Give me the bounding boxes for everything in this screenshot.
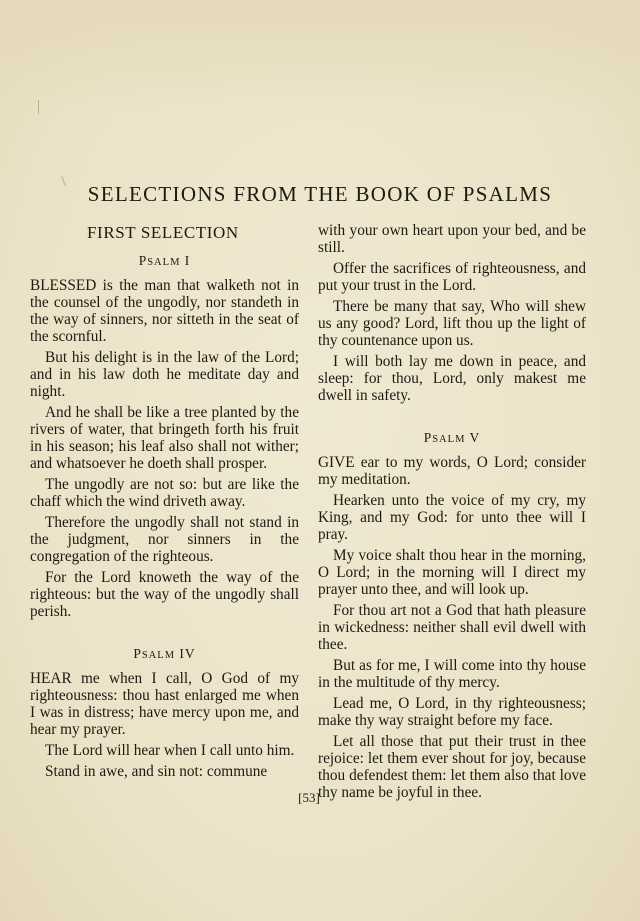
verse: There be many that say, Who will shew us any good? Lord, lift thou up the light of thy countenance upon us. [318,298,586,349]
right-column [318,222,586,805]
verse: For thou art not a God that hath pleasure in wickedness: neither shall evil dwell with thee. [318,602,586,653]
verse: Lead me, O Lord, in thy righteousness; make thy way straight before my face. [318,695,586,729]
psalm-heading: PSALM V [423,430,481,445]
verse: And he shall be like a tree planted by the rivers of water, that bringeth forth his fruit in his season; his leaf also shall not wither; and whatsoever he doeth shall prosper. [30,404,299,472]
verse: But his delight is in the law of the Lord; and in his law doth he meditate day and night. [30,349,299,400]
verse: Stand in awe, and sin not: commune [45,763,268,780]
paper-mark [38,100,39,114]
verse: BLESSED is the man that walketh not in the counsel of the ungodly, nor standeth in the way of sinners, nor sitteth in the seat of the scornful. [30,277,299,345]
verse: HEAR me when I call, O God of my righteousness: thou hast enlarged me when I was in distress; have mercy upon me, and hear my prayer. [30,670,299,738]
page-title: SELECTIONS FROM THE BOOK OF PSALMS [87,182,553,206]
verse: Offer the sacrifices of righteousness, and put your trust in the Lord. [318,260,586,294]
page-number: [53] [298,790,320,805]
psalm-heading: PSALM I [138,253,191,268]
verse: But as for me, I will come into thy house in the multitude of thy mercy. [318,657,586,691]
psalm-heading: PSALM IV [133,646,196,661]
selection-title: FIRST SELECTION [87,223,239,242]
left-column [30,222,299,784]
verse: Let all those that put their trust in thee rejoice: let them ever shout for joy, because thou defendest them: let them also that love thy name be joyful in thee. [318,733,586,801]
verse: The ungodly are not so: but are like the chaff which the wind driveth away. [30,476,299,510]
verse: For the Lord knoweth the way of the righteous: but the way of the ungodly shall perish. [30,569,299,620]
verse-continuation: with your own heart upon your bed, and be still. [318,222,586,256]
verse: Therefore the ungodly shall not stand in the judgment, nor sinners in the congregation of the righteous. [30,514,299,565]
verse: The Lord will hear when I call unto him. [45,742,295,759]
verse: My voice shalt thou hear in the morning, O Lord; in the morning will I direct my prayer unto thee, and will look up. [318,547,586,598]
show-through [0,0,640,110]
verse: I will both lay me down in peace, and sleep: for thou, Lord, only makest me dwell in safety. [318,353,586,404]
verse: GIVE ear to my words, O Lord; consider my meditation. [318,454,586,488]
verse: Hearken unto the voice of my cry, my King, and my God: for unto thee will I pray. [318,492,586,543]
